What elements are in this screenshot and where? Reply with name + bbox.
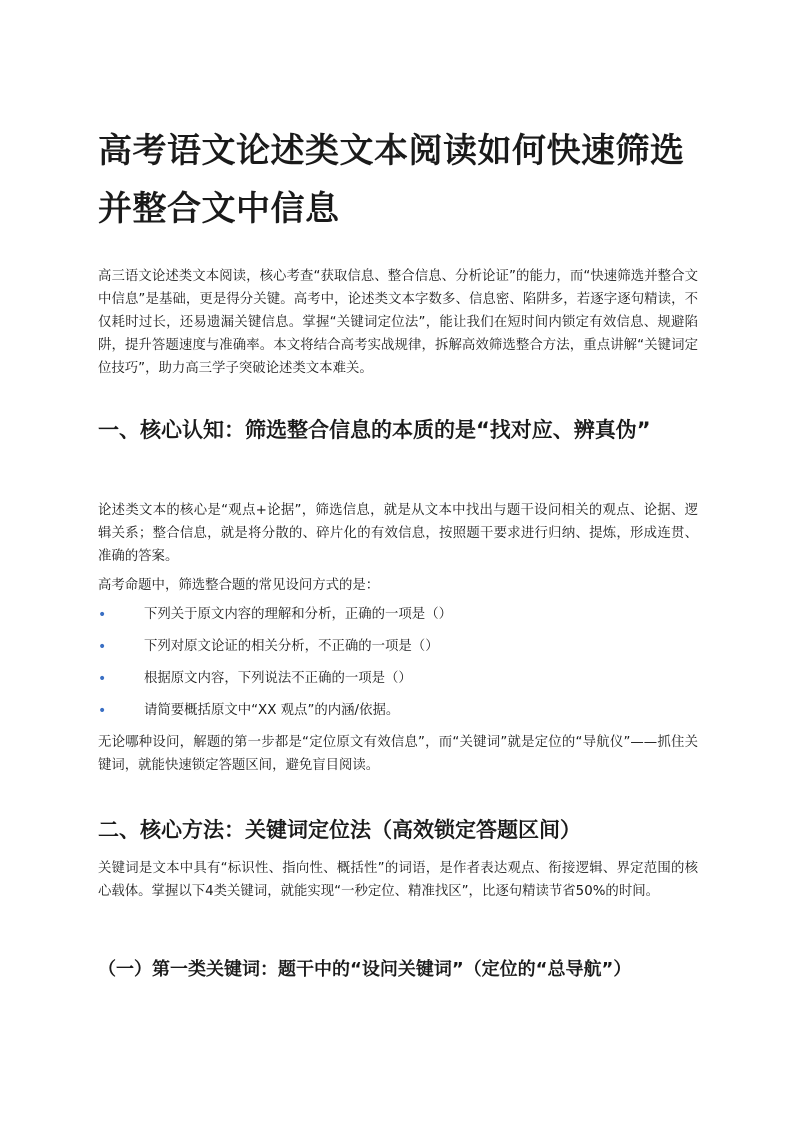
bullet-icon: • — [98, 671, 107, 687]
section-1-paragraph-2: 高考命题中，筛选整合题的常见设问方式的是： — [98, 578, 380, 593]
section-2-heading: 二、核心方法：关键词定位法（高效锁定答题区间） — [98, 818, 581, 842]
section-1-paragraph-3: 无论哪种设问，解题的第一步都是“定位原文有效信息”，而“关键词”就是定位的“导航仪”——抓住关键词，就能快速锁定答题区间，避免盲目阅读。 — [98, 735, 698, 773]
subsection-1 — [98, 953, 698, 987]
section-1-heading: 一、核心认知：筛选整合信息的本质的是“找对应、辨真伪” — [98, 418, 651, 442]
list-item: • 请简要概括原文中“XX 观点”的内涵/依据。 — [98, 695, 698, 727]
intro-block — [98, 265, 698, 380]
list-item: • 下列对原文论证的相关分析，不正确的一项是（） — [98, 631, 698, 663]
section-2-paragraph-1: 关键词是文本中具有“标识性、指向性、概括性”的词语，是作者表达观点、衔接逻辑、界定范围的核心载体。掌握以下4类关键词，就能实现“一秒定位、精准找区”，比逐句精读节省50%的时间。 — [98, 861, 698, 899]
section-1 — [98, 412, 698, 448]
document-title: 高考语文论述类文本阅读如何快速筛选并整合文中信息 — [98, 131, 685, 229]
section-1-body — [98, 499, 698, 777]
section-1-paragraph-1: 论述类文本的核心是“观点+论据”，筛选信息，就是从文本中找出与题干设问相关的观点、论据、逻辑关系；整合信息，就是将分散的、碎片化的有效信息，按照题干要求进行归纳、提炼，形成连贯、准确的答案。 — [98, 503, 698, 564]
list-item: • 下列关于原文内容的理解和分析，正确的一项是（） — [98, 599, 698, 631]
bullet-icon: • — [98, 639, 107, 655]
section-2-body — [98, 857, 698, 903]
section-2 — [98, 812, 698, 848]
list-item: • 根据原文内容，下列说法不正确的一项是（） — [98, 663, 698, 695]
intro-paragraph: 高三语文论述类文本阅读，核心考查“获取信息、整合信息、分析论证”的能力，而“快速筛选并整合文中信息”是基础，更是得分关键。高考中，论述类文本字数多、信息密、陷阱多，若逐字逐句精读，不仅耗时过长，还易遗漏关键信息。掌握“关键词定位法”，能让我们在短时间内锁定有效信息、规避陷阱，提升答题速度与准确率。本文将结合高考实战规律，拆解高效筛选整合方法，重点讲解“关键词定位技巧”，助力高三学子突破论述类文本难关。 — [98, 269, 698, 376]
bullet-icon: • — [98, 607, 107, 623]
bullet-icon: • — [98, 703, 107, 719]
question-type-list — [98, 599, 698, 727]
subsection-1-heading: （一）第一类关键词：题干中的“设问关键词”（定位的“总导航”） — [98, 959, 632, 980]
